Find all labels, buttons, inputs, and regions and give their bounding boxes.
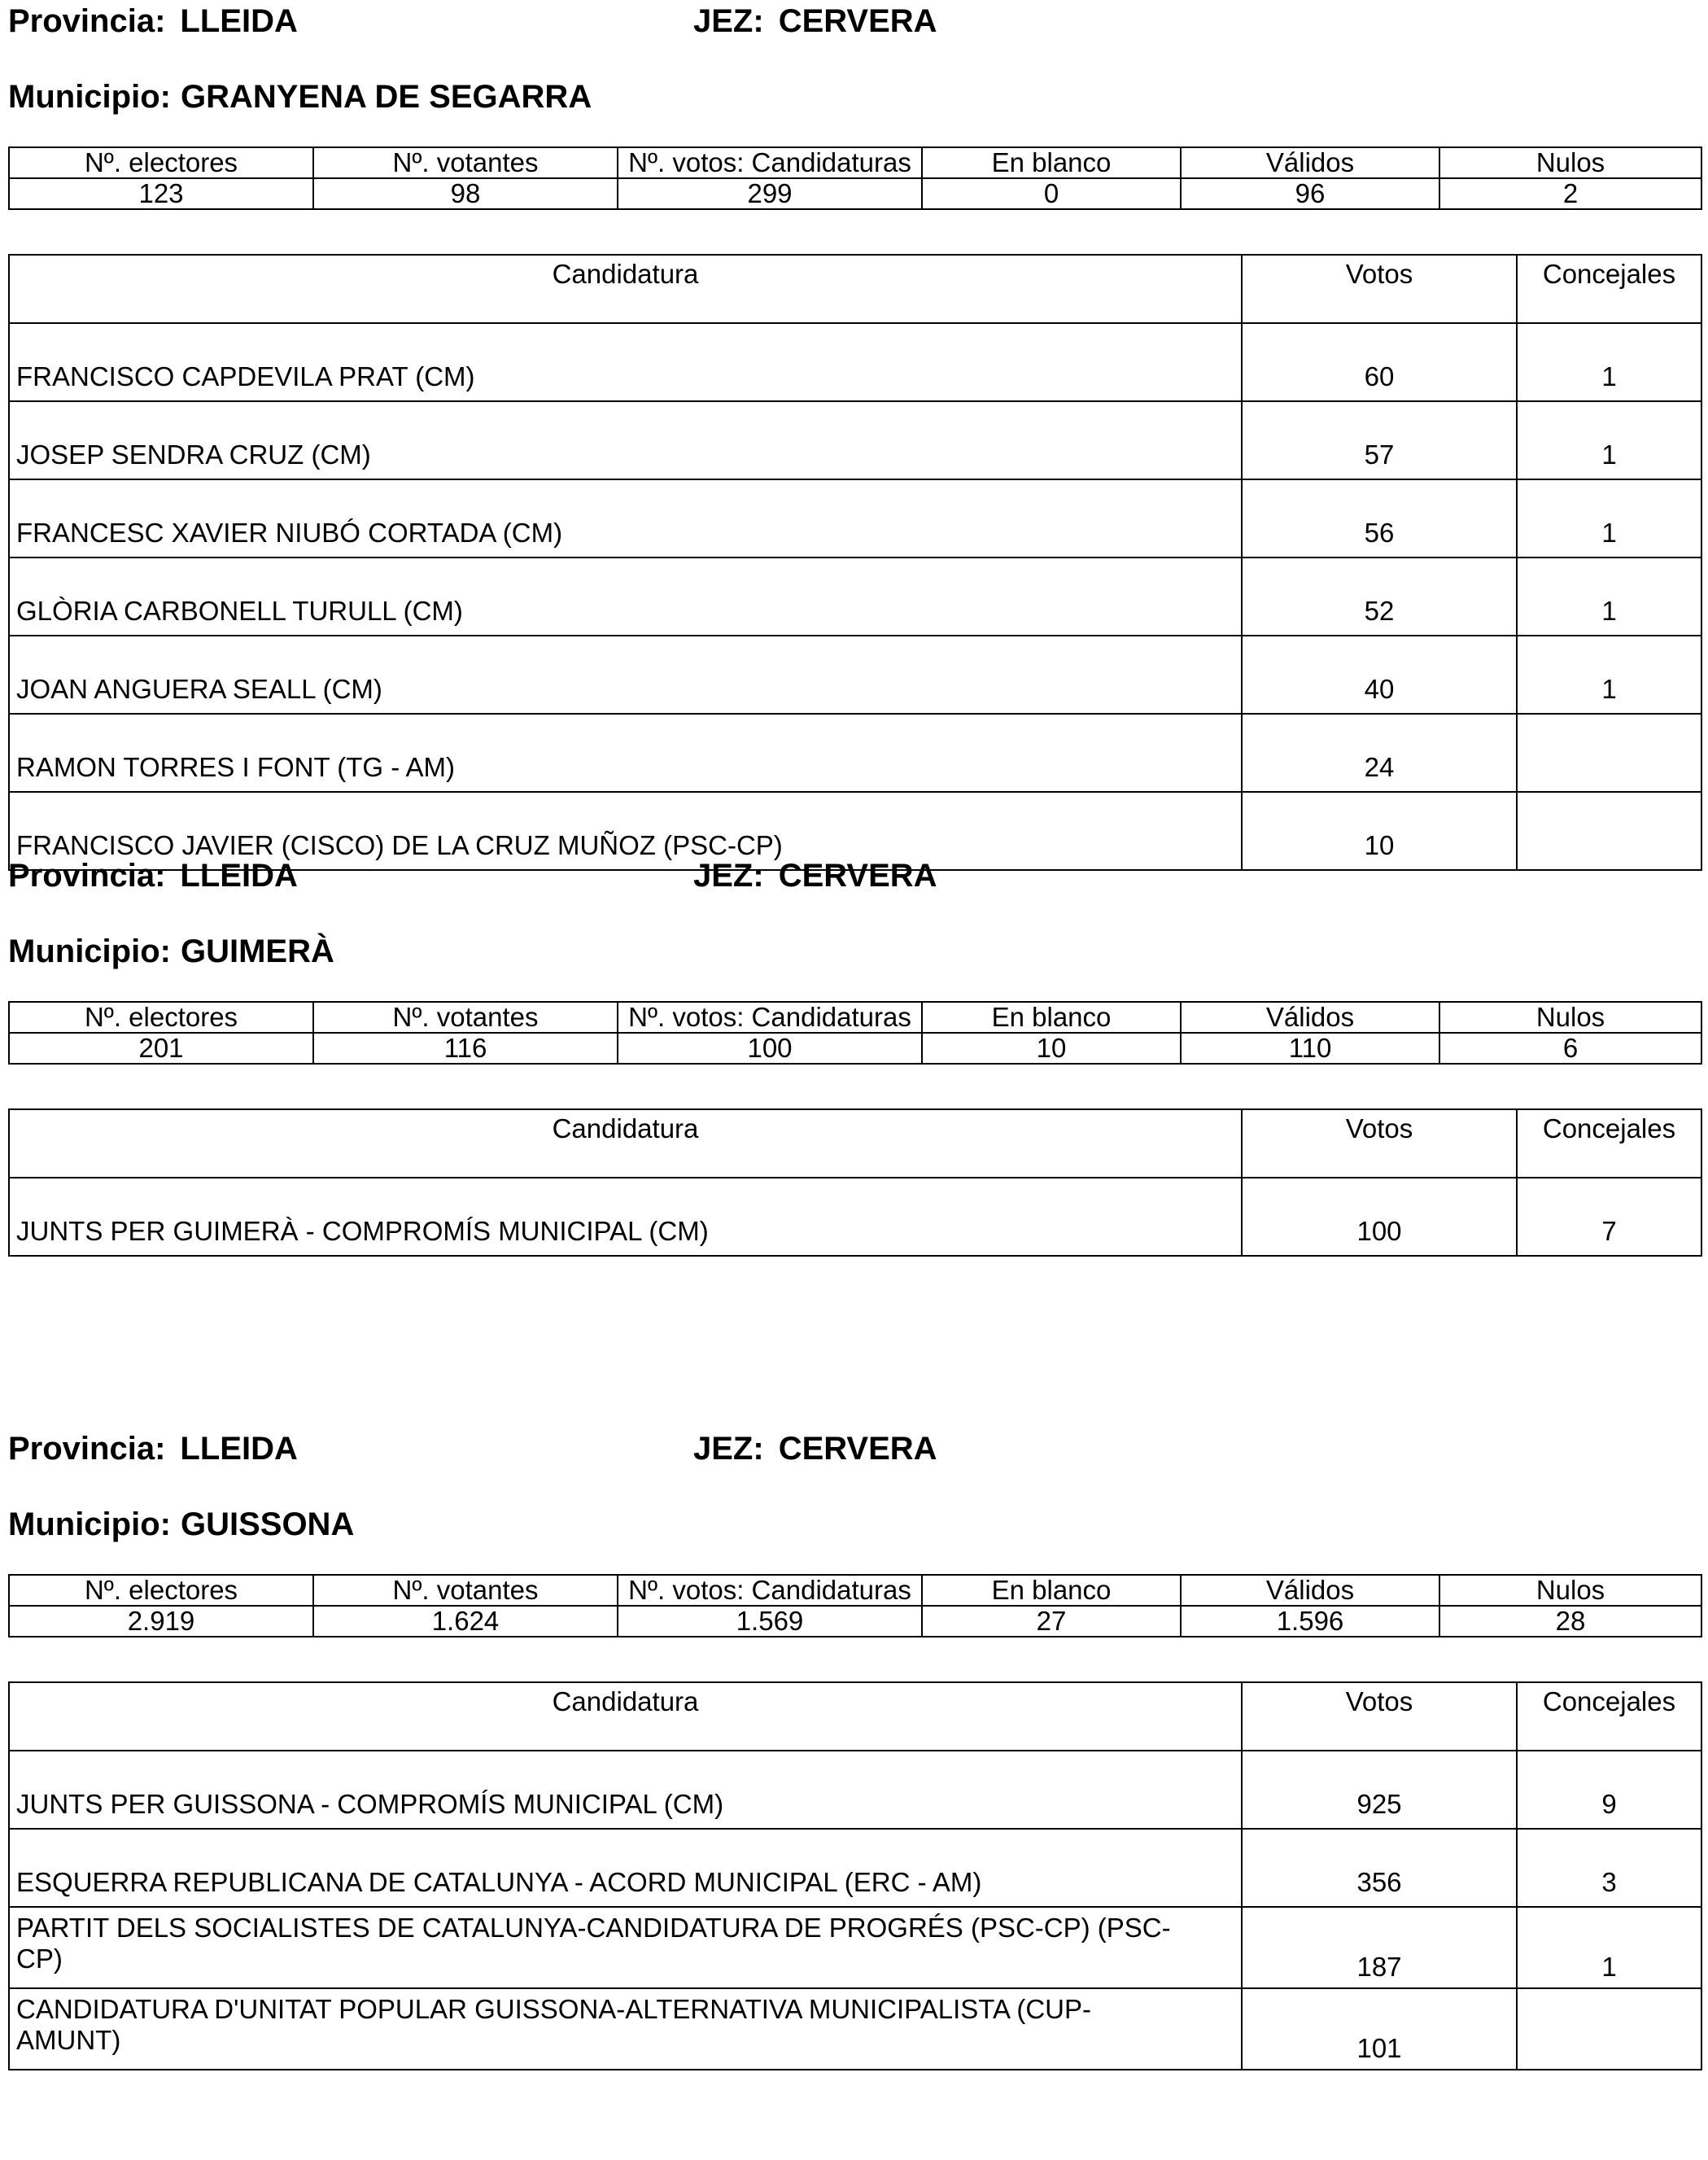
- candidatura-concejales: 7: [1517, 1178, 1701, 1256]
- stats-header-cell: Nº. votos: Candidaturas: [618, 147, 922, 178]
- provincia-value: LLEIDA: [180, 3, 298, 39]
- stats-table: [8, 1001, 1702, 1065]
- candidaturas-header-cell: Candidatura: [9, 1109, 1242, 1178]
- candidatura-votos: 40: [1242, 636, 1517, 714]
- stats-header-cell: Nº. electores: [9, 147, 313, 178]
- municipio-label: Municipio:: [8, 934, 171, 969]
- stats-table: [8, 146, 1702, 210]
- candidatura-concejales: 1: [1517, 1907, 1701, 1988]
- table-row: [9, 1988, 1701, 2070]
- provincia-value: LLEIDA: [180, 1431, 298, 1467]
- stats-value-cell: 123: [9, 178, 313, 209]
- municipio-value: GUIMERÀ: [180, 934, 334, 969]
- jez-heading: [693, 3, 937, 39]
- stats-header-cell: Nº. votantes: [313, 1575, 618, 1606]
- provincia-value: LLEIDA: [180, 858, 298, 894]
- stats-value-cell: 116: [313, 1033, 618, 1064]
- stats-header-cell: En blanco: [922, 1575, 1181, 1606]
- stats-header-cell: Válidos: [1181, 1575, 1439, 1606]
- candidatura-name: FRANCESC XAVIER NIUBÓ CORTADA (CM): [9, 479, 1242, 557]
- stats-value-cell: 1.596: [1181, 1606, 1439, 1637]
- candidatura-name: JUNTS PER GUIMERÀ - COMPROMÍS MUNICIPAL (CM): [9, 1178, 1242, 1256]
- stats-table: [8, 1574, 1702, 1637]
- stats-header-cell: En blanco: [922, 147, 1181, 178]
- candidatura-name: JUNTS PER GUISSONA - COMPROMÍS MUNICIPAL (CM): [9, 1751, 1242, 1829]
- candidatura-name: FRANCISCO CAPDEVILA PRAT (CM): [9, 323, 1242, 401]
- candidaturas-header-cell: Candidatura: [9, 255, 1242, 323]
- stats-header-cell: Nulos: [1439, 147, 1701, 178]
- jez-value: CERVERA: [778, 3, 937, 39]
- stats-header-cell: Nº. votantes: [313, 147, 618, 178]
- stats-header-cell: Nº. electores: [9, 1575, 313, 1606]
- stats-value-cell: 98: [313, 178, 618, 209]
- stats-value-cell: 6: [1439, 1033, 1701, 1064]
- candidatura-votos: 56: [1242, 479, 1517, 557]
- jez-heading: [693, 1431, 937, 1467]
- stats-value-cell: 1.624: [313, 1606, 618, 1637]
- stats-header-cell: En blanco: [922, 1002, 1181, 1033]
- stats-header-row: [9, 1575, 1701, 1606]
- candidaturas-header-cell: Votos: [1242, 255, 1517, 323]
- provincia-heading: [8, 3, 298, 39]
- jez-value: CERVERA: [778, 858, 937, 894]
- candidaturas-header-cell: Concejales: [1517, 1109, 1701, 1178]
- candidatura-votos: 101: [1242, 1988, 1517, 2070]
- candidatura-concejales: 1: [1517, 401, 1701, 479]
- stats-value-cell: 100: [618, 1033, 922, 1064]
- stats-header-cell: Nº. votos: Candidaturas: [618, 1575, 922, 1606]
- stats-value-cell: 96: [1181, 178, 1439, 209]
- provincia-label: Provincia:: [8, 1431, 166, 1467]
- stats-header-cell: Nº. votos: Candidaturas: [618, 1002, 922, 1033]
- stats-header-cell: Nulos: [1439, 1575, 1701, 1606]
- candidatura-votos: 57: [1242, 401, 1517, 479]
- municipio-value: GRANYENA DE SEGARRA: [180, 79, 592, 115]
- table-row: [9, 1829, 1701, 1907]
- candidatura-votos: 100: [1242, 1178, 1517, 1256]
- candidaturas-header-cell: Votos: [1242, 1109, 1517, 1178]
- provincia-heading: [8, 858, 298, 894]
- municipio-heading: [8, 1506, 354, 1542]
- stats-value-row: [9, 1033, 1701, 1064]
- table-row: [9, 401, 1701, 479]
- candidaturas-header-cell: Candidatura: [9, 1682, 1242, 1751]
- candidatura-votos: 187: [1242, 1907, 1517, 1988]
- stats-value-cell: 299: [618, 178, 922, 209]
- table-row: [9, 1907, 1701, 1988]
- stats-value-row: [9, 178, 1701, 209]
- candidatura-name: GLÒRIA CARBONELL TURULL (CM): [9, 557, 1242, 636]
- candidaturas-header-row: [9, 1109, 1701, 1178]
- provincia-heading: [8, 1431, 298, 1467]
- stats-value-cell: 27: [922, 1606, 1181, 1637]
- candidaturas-header-cell: Votos: [1242, 1682, 1517, 1751]
- table-row: [9, 636, 1701, 714]
- candidatura-name: FRANCISCO JAVIER (CISCO) DE LA CRUZ MUÑOZ (PSC-CP): [9, 792, 1242, 870]
- candidatura-votos: 356: [1242, 1829, 1517, 1907]
- candidatura-concejales: 9: [1517, 1751, 1701, 1829]
- candidatura-concejales: [1517, 1988, 1701, 2070]
- candidatura-votos: 24: [1242, 714, 1517, 792]
- candidatura-votos: 60: [1242, 323, 1517, 401]
- stats-header-cell: Nº. electores: [9, 1002, 313, 1033]
- table-row: [9, 557, 1701, 636]
- candidatura-concejales: 1: [1517, 557, 1701, 636]
- provincia-label: Provincia:: [8, 3, 166, 39]
- jez-label: JEZ:: [693, 3, 764, 39]
- stats-value-cell: 0: [922, 178, 1181, 209]
- candidatura-name: JOAN ANGUERA SEALL (CM): [9, 636, 1242, 714]
- stats-value-cell: 110: [1181, 1033, 1439, 1064]
- candidatura-concejales: 3: [1517, 1829, 1701, 1907]
- candidatura-concejales: 1: [1517, 323, 1701, 401]
- candidatura-concejales: 1: [1517, 479, 1701, 557]
- municipio-section: [8, 0, 1701, 860]
- stats-value-cell: 2: [1439, 178, 1701, 209]
- candidatura-concejales: 1: [1517, 636, 1701, 714]
- candidatura-votos: 52: [1242, 557, 1517, 636]
- municipio-label: Municipio:: [8, 79, 171, 115]
- table-row: [9, 1751, 1701, 1829]
- table-row: [9, 1178, 1701, 1256]
- candidaturas-header-row: [9, 1682, 1701, 1751]
- stats-value-cell: 1.569: [618, 1606, 922, 1637]
- municipio-section: [8, 1428, 1701, 2160]
- table-row: [9, 323, 1701, 401]
- candidaturas-table: [8, 1108, 1702, 1257]
- stats-value-cell: 10: [922, 1033, 1181, 1064]
- candidatura-votos: 10: [1242, 792, 1517, 870]
- candidatura-concejales: [1517, 714, 1701, 792]
- jez-value: CERVERA: [778, 1431, 937, 1467]
- stats-value-cell: 2.919: [9, 1606, 313, 1637]
- provincia-label: Provincia:: [8, 858, 166, 894]
- stats-header-row: [9, 147, 1701, 178]
- stats-header-cell: Nº. votantes: [313, 1002, 618, 1033]
- jez-label: JEZ:: [693, 858, 764, 894]
- stats-value-cell: 28: [1439, 1606, 1701, 1637]
- stats-header-row: [9, 1002, 1701, 1033]
- stats-header-cell: Válidos: [1181, 147, 1439, 178]
- candidaturas-header-row: [9, 255, 1701, 323]
- stats-header-cell: Válidos: [1181, 1002, 1439, 1033]
- candidaturas-header-cell: Concejales: [1517, 255, 1701, 323]
- municipio-value: GUISSONA: [180, 1506, 355, 1542]
- municipio-heading: [8, 934, 334, 969]
- candidatura-name: RAMON TORRES I FONT (TG - AM): [9, 714, 1242, 792]
- candidatura-name: PARTIT DELS SOCIALISTES DE CATALUNYA-CANDIDATURA DE PROGRÉS (PSC-CP) (PSC-CP): [9, 1907, 1242, 1988]
- jez-heading: [693, 858, 937, 894]
- candidaturas-header-cell: Concejales: [1517, 1682, 1701, 1751]
- candidaturas-table: [8, 1681, 1702, 2070]
- candidatura-name: JOSEP SENDRA CRUZ (CM): [9, 401, 1242, 479]
- jez-label: JEZ:: [693, 1431, 764, 1467]
- candidatura-name: CANDIDATURA D'UNITAT POPULAR GUISSONA-ALTERNATIVA MUNICIPALISTA (CUP-AMUNT): [9, 1988, 1242, 2070]
- candidaturas-table: [8, 254, 1702, 871]
- table-row: [9, 479, 1701, 557]
- table-row: [9, 714, 1701, 792]
- stats-value-cell: 201: [9, 1033, 313, 1064]
- stats-header-cell: Nulos: [1439, 1002, 1701, 1033]
- municipio-heading: [8, 79, 592, 115]
- stats-value-row: [9, 1606, 1701, 1637]
- municipio-label: Municipio:: [8, 1506, 171, 1542]
- candidatura-name: ESQUERRA REPUBLICANA DE CATALUNYA - ACORD MUNICIPAL (ERC - AM): [9, 1829, 1242, 1907]
- candidatura-votos: 925: [1242, 1751, 1517, 1829]
